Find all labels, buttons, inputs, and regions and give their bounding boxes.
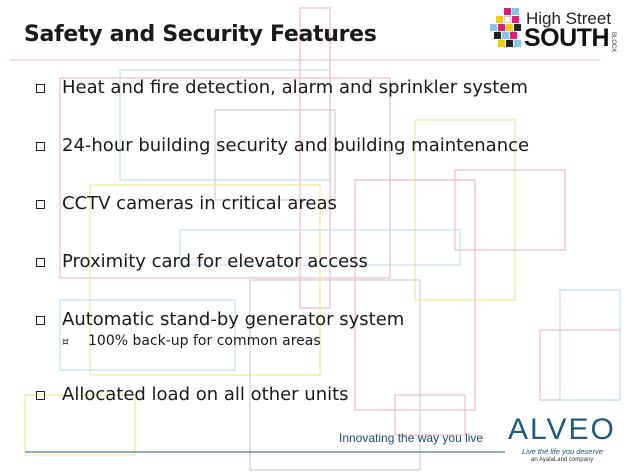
logo-top-text: High Street: [526, 9, 612, 28]
square-bullet-icon: [36, 84, 45, 93]
list-item-text: 24-hour building security and building maintenance: [62, 135, 530, 156]
list-item-text: Heat and fire detection, alarm and sprinkler system: [62, 77, 528, 98]
alveo-subtext: an AyalaLand company: [531, 457, 594, 463]
list-item-text: Automatic stand-by generator system: [62, 309, 405, 330]
page-title: Safety and Security Features: [24, 22, 377, 47]
sub-list-item-text: 100% back-up for common areas: [88, 333, 321, 349]
high-street-south-logo: [490, 6, 630, 54]
square-bullet-icon: [36, 316, 45, 325]
square-bullet-icon: [36, 142, 45, 151]
square-bullet-icon: [36, 258, 45, 267]
currency-bullet-icon: ¤: [62, 335, 69, 348]
square-bullet-icon: [36, 391, 45, 400]
list-item-text: Allocated load on all other units: [62, 384, 349, 405]
alveo-tagline: Live the life you deserve: [522, 447, 603, 456]
logo-main-text: SOUTH: [524, 24, 609, 52]
alveo-logo: ALVEO: [508, 413, 616, 446]
list-item-text: Proximity card for elevator access: [62, 251, 368, 272]
footer-tagline: Innovating the way you live: [339, 431, 484, 445]
logo-side-text: BLOCK: [610, 32, 616, 53]
square-bullet-icon: [36, 200, 45, 209]
list-item-text: CCTV cameras in critical areas: [62, 193, 337, 214]
